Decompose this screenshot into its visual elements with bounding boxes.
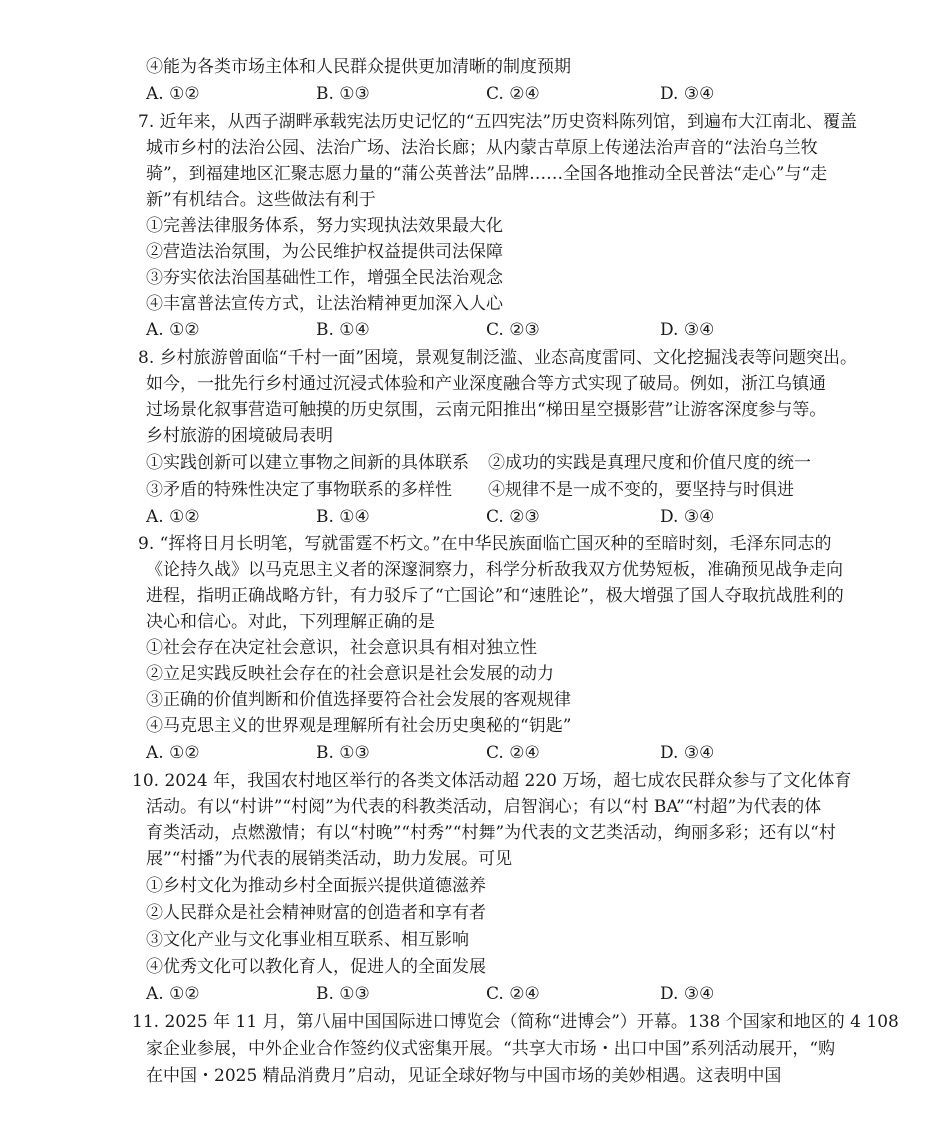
- choice-b: B. ①③: [316, 984, 370, 1004]
- prev-option-4: ④能为各类市场主体和人民群众提供更加清晰的制度预期: [146, 57, 571, 77]
- answer-choices: [146, 318, 846, 342]
- statement-row: [146, 478, 794, 502]
- question-stem-line: 10. 2024 年，我国农村地区举行的各类文体活动超 220 万场，超七成农民群众参与了文化体育: [132, 771, 852, 791]
- choice-b: B. ①④: [316, 320, 370, 340]
- statement-2: ②立足实践反映社会存在的社会意识是社会发展的动力: [146, 664, 554, 684]
- statement-3: ③夯实依法治国基础性工作，增强全民法治观念: [146, 268, 503, 288]
- statement-2: ②成功的实践是真理尺度和价值尺度的统一: [488, 453, 811, 473]
- choice-b: B. ①③: [316, 743, 370, 763]
- question-stem-line: 过场景化叙事营造可触摸的历史氛围，云南元阳推出“梯田星空摄影营”让游客深度参与等。: [146, 400, 827, 420]
- choice-a: A. ①②: [146, 320, 200, 340]
- question-stem-line: 在中国・2025 精品消费月”启动，见证全球好物与中国市场的美妙相遇。这表明中国: [146, 1066, 782, 1086]
- question-stem-line: 如今，一批先行乡村通过沉浸式体验和产业深度融合等方式实现了破局。例如，浙江乌镇通: [146, 374, 826, 394]
- choice-b: B. ①④: [316, 507, 370, 527]
- question-stem-line: 育类活动，点燃激情；有以“村晚”“村秀”“村舞”为代表的文艺类活动，绚丽多彩；还有以“村: [146, 823, 836, 843]
- statement-1: ①实践创新可以建立事物之间新的具体联系: [146, 453, 469, 473]
- question-stem-line: 新”有机结合。这些做法有利于: [146, 190, 376, 210]
- choice-a: A. ①②: [146, 984, 200, 1004]
- choice-d: D. ③④: [660, 743, 715, 763]
- answer-choices: [146, 505, 846, 529]
- question-stem-line: 7. 近年来，从西子湖畔承载宪法历史记忆的“五四宪法”历史资料陈列馆，到遍布大江南北、覆盖: [138, 112, 858, 132]
- question-stem-line: 展”“村播”为代表的展销类活动，助力发展。可见: [146, 849, 513, 869]
- question-stem-line: 骑”，到福建地区汇聚志愿力量的“蒲公英普法”品牌……全国各地推动全民普法“走心”与“走: [146, 164, 828, 184]
- question-stem-line: 11. 2025 年 11 月，第八届中国国际进口博览会（简称“进博会”）开幕。138 个国家和地区的 4 108: [132, 1012, 899, 1032]
- question-stem-line: 决心和信心。对此，下列理解正确的是: [146, 612, 435, 632]
- question-stem-line: 《论持久战》以马克思主义者的深邃洞察力，科学分析敌我双方优势短板，准确预见战争走向: [146, 560, 843, 580]
- choice-c: C. ②④: [486, 984, 540, 1004]
- statement-4: ④规律不是一成不变的，要坚持与时俱进: [488, 480, 794, 500]
- statement-1: ①完善法律服务体系，努力实现执法效果最大化: [146, 216, 503, 236]
- choice-a: A. ①②: [146, 507, 200, 527]
- statement-1: ①乡村文化为推动乡村全面振兴提供道德滋养: [146, 876, 486, 896]
- choice-c: C. ②④: [486, 743, 540, 763]
- choice-c: C. ②③: [486, 320, 540, 340]
- choice-c: C. ②④: [486, 84, 540, 104]
- choice-d: D. ③④: [660, 320, 715, 340]
- question-stem-line: 城市乡村的法治公园、法治广场、法治长廊；从内蒙古草原上传递法治声音的“法治乌兰牧: [146, 138, 818, 158]
- question-stem-line: 9. “挥将日月长明笔，写就雷霆不朽文。”在中华民族面临亡国灭种的至暗时刻，毛泽东同志的: [138, 534, 832, 554]
- choice-c: C. ②③: [486, 507, 540, 527]
- question-stem-line: 进程，指明正确战略方针，有力驳斥了“亡国论”和“速胜论”，极大增强了国人夺取抗战胜利的: [146, 586, 844, 606]
- statement-3: ③正确的价值判断和价值选择要符合社会发展的客观规律: [146, 690, 571, 710]
- statement-3: ③矛盾的特殊性决定了事物联系的多样性: [146, 480, 452, 500]
- statement-row: [146, 451, 811, 475]
- answer-choices: [146, 741, 846, 765]
- prev-choices: [146, 82, 846, 106]
- choice-a: A. ①②: [146, 743, 200, 763]
- statement-4: ④马克思主义的世界观是理解所有社会历史奥秘的“钥匙”: [146, 716, 572, 736]
- question-stem-line: 家企业参展，中外企业合作签约仪式密集开展。“共享大市场・出口中国”系列活动展开，“购: [146, 1039, 836, 1059]
- choice-d: D. ③④: [660, 984, 715, 1004]
- statement-2: ②营造法治氛围，为公民维护权益提供司法保障: [146, 242, 503, 262]
- choice-b: B. ①③: [316, 84, 370, 104]
- question-stem-line: 活动。有以“村讲”“村阅”为代表的科教类活动，启智润心；有以“村 BA”“村超”为代表的体: [146, 797, 822, 817]
- answer-choices: [146, 982, 846, 1006]
- statement-3: ③文化产业与文化事业相互联系、相互影响: [146, 930, 469, 950]
- statement-4: ④优秀文化可以教化育人，促进人的全面发展: [146, 957, 486, 977]
- statement-2: ②人民群众是社会精神财富的创造者和享有者: [146, 903, 486, 923]
- choice-d: D. ③④: [660, 507, 715, 527]
- choice-a: A. ①②: [146, 84, 200, 104]
- choice-d: D. ③④: [660, 84, 715, 104]
- question-stem-line: 乡村旅游的困境破局表明: [146, 426, 333, 446]
- statement-4: ④丰富普法宣传方式，让法治精神更加深入人心: [146, 294, 503, 314]
- question-stem-line: 8. 乡村旅游曾面临“千村一面”困境，景观复制泛滥、业态高度雷同、文化挖掘浅表等问题突出。: [138, 348, 858, 368]
- statement-1: ①社会存在决定社会意识，社会意识具有相对独立性: [146, 638, 537, 658]
